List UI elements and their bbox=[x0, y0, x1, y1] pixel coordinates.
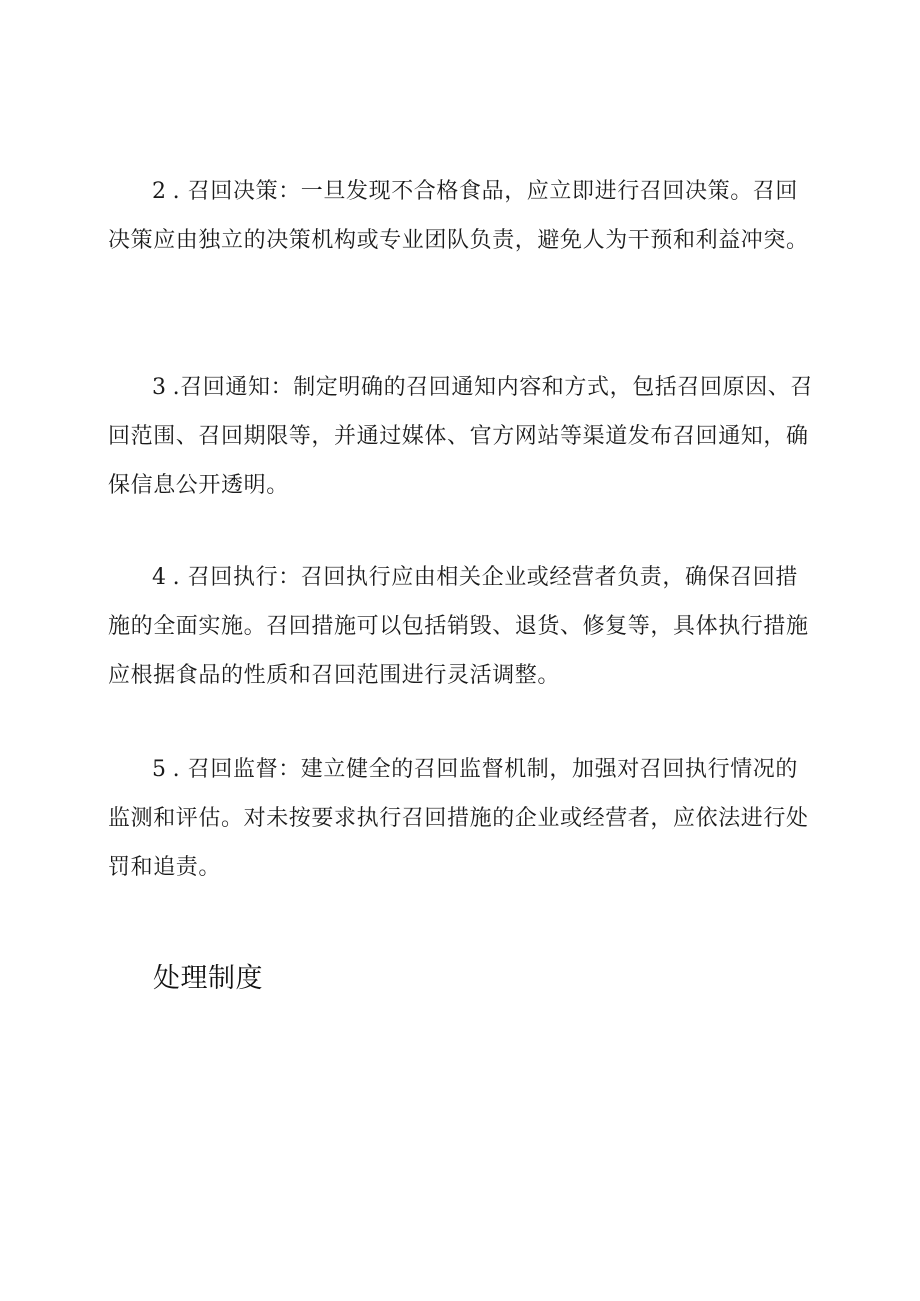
paragraph-recall-notice bbox=[108, 363, 820, 510]
item-text: . 召回决策：一旦发现不合格食品，应立即进行召回决策。召回决策应由独立的决策机构或专业团队负责，避免人为干预和利益冲突。 bbox=[108, 179, 809, 253]
item-text: . 召回监督：建立健全的召回监督机制，加强对召回执行情况的监测和评估。对未按要求执行召回措施的企业或经营者，应依法进行处罚和追责。 bbox=[108, 757, 809, 880]
item-text: . 召回执行：召回执行应由相关企业或经营者负责，确保召回措施的全面实施。召回措施可以包括销毁、退货、修复等，具体执行措施应根据食品的性质和召回范围进行灵活调整。 bbox=[108, 565, 809, 688]
item-number: 4 bbox=[152, 565, 167, 590]
item-number: 3 bbox=[152, 375, 167, 400]
item-number: 5 bbox=[152, 757, 167, 782]
item-number: 2 bbox=[152, 179, 167, 204]
paragraph-recall-decision bbox=[108, 167, 820, 265]
section-heading: 处理制度 bbox=[153, 963, 263, 994]
paragraph-recall-execution bbox=[108, 553, 820, 700]
item-text: .召回通知：制定明确的召回通知内容和方式，包括召回原因、召回范围、召回期限等，并通过媒体、官方网站等渠道发布召回通知，确保信息公开透明。 bbox=[108, 375, 814, 498]
paragraph-recall-supervision bbox=[108, 745, 820, 892]
